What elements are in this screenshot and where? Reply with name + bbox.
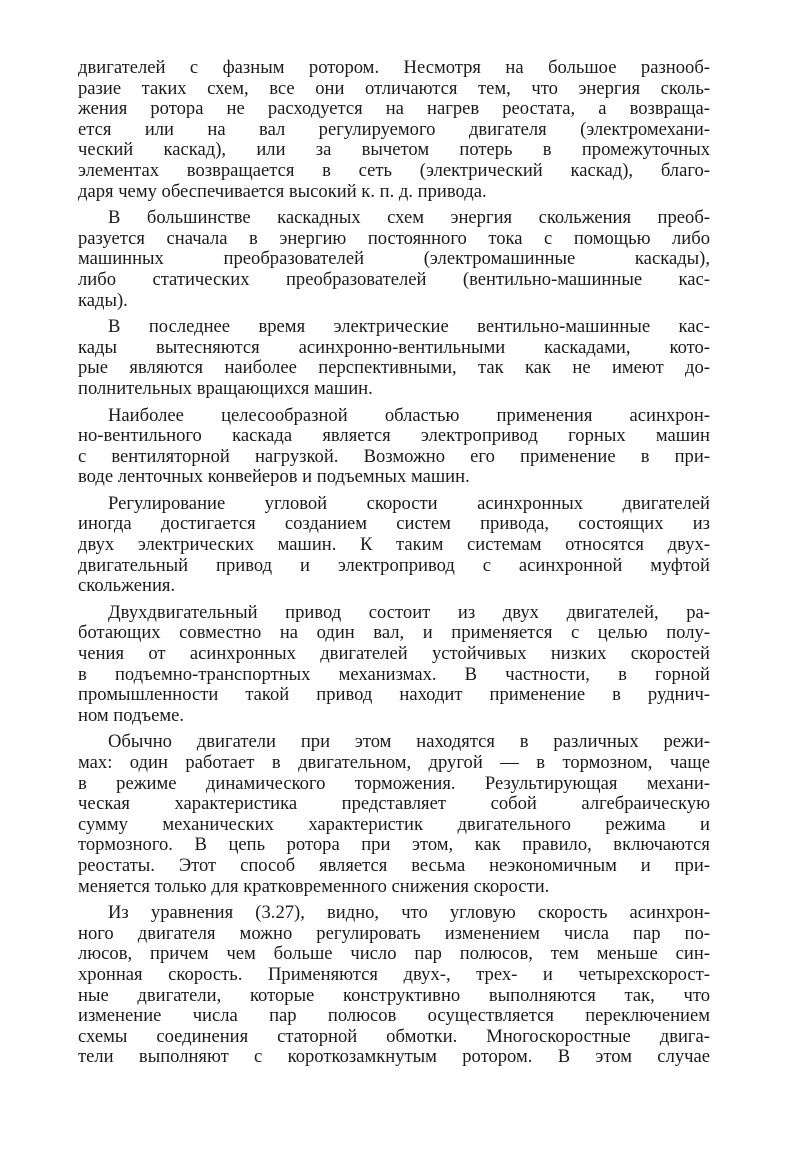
- text-line: с вентиляторной нагрузкой. Возможно его применение в при-: [78, 445, 710, 467]
- text-line: реостаты. Этот способ является весьма неэкономичным и при-: [78, 854, 710, 876]
- paragraph-3: [78, 317, 710, 399]
- text-line: двигательный привод и электропривод с асинхронной муфтой: [78, 554, 710, 576]
- text-line: ческая характеристика представляет собой алгебраическую: [78, 793, 710, 815]
- paragraph-1: [78, 58, 710, 202]
- text-line: меняется только для кратковременного снижения скорости.: [78, 875, 550, 897]
- text-line: схемы соединения статорной обмотки. Многоскоростные двига-: [78, 1025, 710, 1047]
- text-line: Двухдвигательный привод состоит из двух двигателей, ра-: [108, 601, 710, 623]
- paragraph-5: [78, 494, 710, 597]
- text-line: сумму механических характеристик двигательного режима и: [78, 813, 710, 835]
- text-line: машинных преобразователей (электромашинные каскады),: [78, 248, 710, 270]
- text-line: ного двигателя можно регулировать изменением числа пар по-: [78, 922, 710, 944]
- text-line: В большинстве каскадных схем энергия скольжения преоб-: [108, 207, 710, 229]
- text-line: чения от асинхронных двигателей устойчивых низких скоростей: [78, 643, 710, 665]
- text-line: воде ленточных конвейеров и подъемных машин.: [78, 466, 470, 488]
- text-line: ботающих совместно на один вал, и применяется с целью полу-: [78, 622, 710, 644]
- text-line: в подъемно-транспортных механизмах. В частности, в горной: [78, 663, 710, 685]
- text-line: полнительных вращающихся машин.: [78, 377, 373, 399]
- text-line: в режиме динамического торможения. Результирующая механи-: [78, 772, 710, 794]
- text-line: мах: один работает в двигательном, другой — в тормозном, чаще: [78, 752, 710, 773]
- text-line: хронная скорость. Применяются двух-, трех- и четырехскорост-: [78, 963, 710, 985]
- text-line: разуется сначала в энергию постоянного тока с помощью либо: [78, 227, 710, 249]
- text-line: двух электрических машин. К таким системам относятся двух-: [78, 534, 710, 556]
- paragraph-8: [78, 903, 710, 1068]
- text-line: Наиболее целесообразной областью применения асинхрон-: [108, 404, 710, 426]
- text-line: иногда достигается созданием систем привода, состоящих из: [78, 513, 710, 535]
- paragraph-2: [78, 208, 710, 311]
- text-line: скольжения.: [78, 575, 176, 597]
- text-line: кады).: [78, 289, 128, 311]
- text-line: двигателей с фазным ротором. Несмотря на большое разнооб-: [78, 57, 710, 78]
- text-line: но-вентильного каскада является электропривод горных машин: [78, 425, 710, 447]
- text-line: ческий каскад), или за вычетом потерь в промежуточных: [78, 139, 710, 161]
- text-line: тормозного. В цепь ротора при этом, как правило, включаются: [78, 834, 710, 856]
- text-line: Регулирование угловой скорости асинхронных двигателей: [108, 492, 710, 514]
- paragraph-4: [78, 406, 710, 488]
- text-line: даря чему обеспечивается высокий к. п. д. привода.: [78, 180, 487, 202]
- page-body: [78, 58, 710, 1074]
- text-line: Из уравнения (3.27), видно, что угловую скорость асинхрон-: [108, 902, 710, 924]
- text-line: элементах возвращается в сеть (электрический каскад), благо-: [78, 159, 710, 181]
- text-line: рые являются наиболее перспективными, так как не имеют до-: [78, 357, 710, 379]
- text-line: люсов, причем чем больше число пар полюсов, тем меньше син-: [78, 943, 710, 965]
- text-line: промышленности такой привод находит применение в руднич-: [78, 684, 710, 706]
- text-line: разие таких схем, все они отличаются тем, что энергия сколь-: [78, 77, 710, 99]
- text-line: тели выполняют с короткозамкнутым ротором. В этом случае: [78, 1046, 710, 1068]
- text-line: ные двигатели, которые конструктивно выполняются так, что: [78, 984, 710, 1006]
- text-line: ном подъеме.: [78, 704, 185, 726]
- text-line: либо статических преобразователей (вентильно-машинные кас-: [78, 268, 710, 290]
- text-line: жения ротора не расходуется на нагрев реостата, а возвраща-: [78, 98, 710, 120]
- text-line: В последнее время электрические вентильно-машинные кас-: [108, 316, 710, 338]
- text-line: изменение числа пар полюсов осуществляется переключением: [78, 1005, 710, 1027]
- text-line: кады вытесняются асинхронно-вентильными каскадами, кото-: [78, 336, 710, 358]
- paragraph-6: [78, 603, 710, 727]
- text-line: ется или на вал регулируемого двигателя (электромехани-: [78, 118, 710, 140]
- paragraph-7: [78, 732, 710, 897]
- text-line: Обычно двигатели при этом находятся в различных режи-: [108, 731, 710, 753]
